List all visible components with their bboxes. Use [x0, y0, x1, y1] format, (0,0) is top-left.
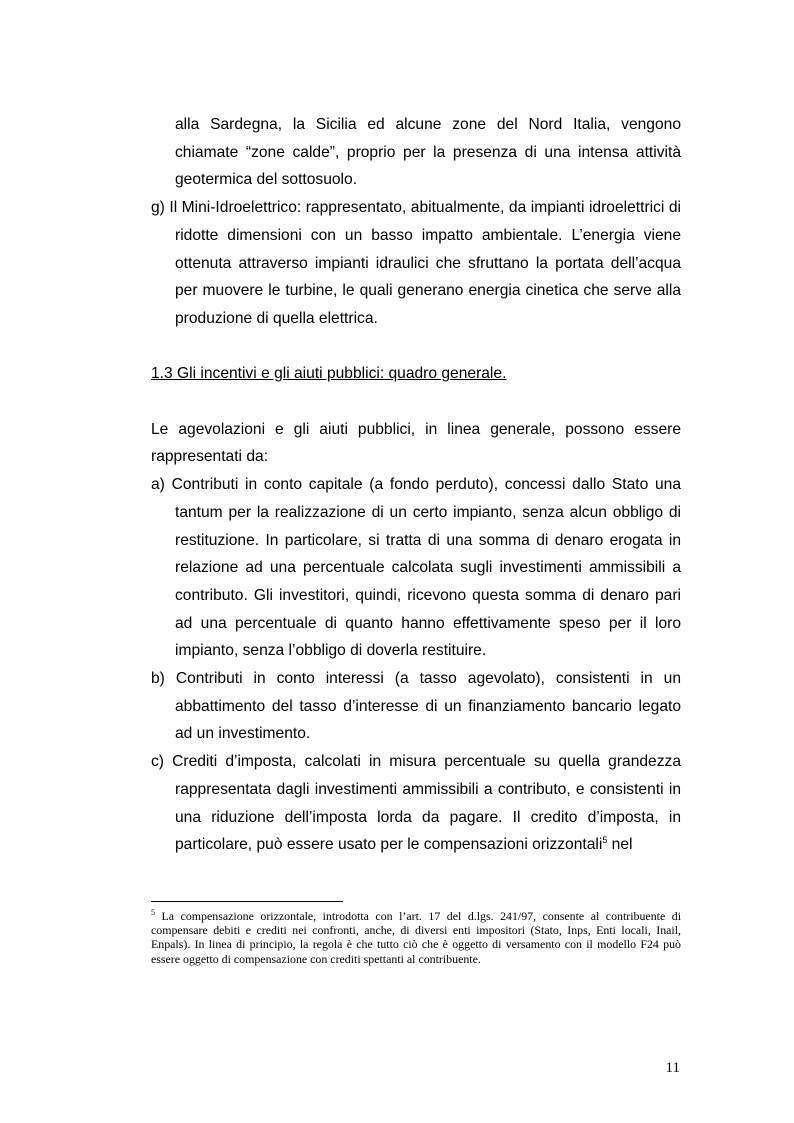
list-item-a: a) Contributi in conto capitale (a fondo perduto), concessi dallo Stato una tantum per la realizzazione di un certo impianto, senza alcun obbligo di restituzione. In particolare, si tratta di una somma di denaro erogata in relazione ad una percentuale calcolata sugli investimenti ammissibili a contributo. Gli investitori, quindi, ricevono questa somma di denaro pari ad una percentuale di quanto hanno effettivamente speso per il loro impianto, senza l’obbligo di doverla restituire.: [151, 476, 681, 660]
footnote-separator: [151, 901, 343, 902]
list-item-g: g) Il Mini-Idroelettrico: rappresentato, abitualmente, da impianti idroelettrici di ridotte dimensioni con un basso impatto ambientale. L’energia viene ottenuta attraverso impianti idraulici che sfruttano la portata dell’acqua per muovere le turbine, le quali generano energia cinetica che serve alla produzione di quella elettrica.: [151, 199, 681, 327]
list-item-c-text: c) Crediti d’imposta, calcolati in misura percentuale su quella grandezza rappresentata dagli investimenti ammissibili a contributo, e consistenti in una riduzione dell’imposta lorda da pagare. Il credito d’imposta, in particolare, può essere usato per le compensazioni orizzontali: [151, 753, 681, 854]
page-number: 11: [665, 1060, 680, 1076]
footnote: [151, 909, 681, 966]
intro-paragraph: Le agevolazioni e gli aiuti pubblici, in linea generale, possono essere rappresentati da:: [151, 420, 681, 466]
continuation-paragraph: alla Sardegna, la Sicilia ed alcune zone del Nord Italia, vengono chiamate “zone calde”, proprio per la presenza di una intensa attività geotermica del sottosuolo.: [175, 116, 681, 189]
body-text: [151, 111, 681, 859]
list-item-b: b) Contributi in conto interessi (a tasso agevolato), consistenti in un abbattimento del tasso d’interesse di un finanziamento bancario legato ad un investimento.: [151, 670, 681, 743]
footnote-reference[interactable]: 5: [602, 835, 608, 846]
list-item-c-tail: nel: [607, 836, 633, 854]
section-heading: 1.3 Gli incentivi e gli aiuti pubblici: quadro generale.: [151, 365, 507, 383]
footnote-text: La compensazione orizzontale, introdotta con l’art. 17 del d.lgs. 241/97, consente al contribuente di compensare debiti e crediti nei confronti, anche, di diversi enti impositori (Stato, Inps, Enti locali, Inail, Enpals). In linea di principio, la regola è che tutto ciò che è oggetto di versamento con il modello F24 può essere oggetto di compensazione con crediti spettanti al contribuente.: [151, 909, 681, 966]
list-item-c: [151, 748, 681, 859]
footnote-marker: 5: [151, 908, 155, 918]
